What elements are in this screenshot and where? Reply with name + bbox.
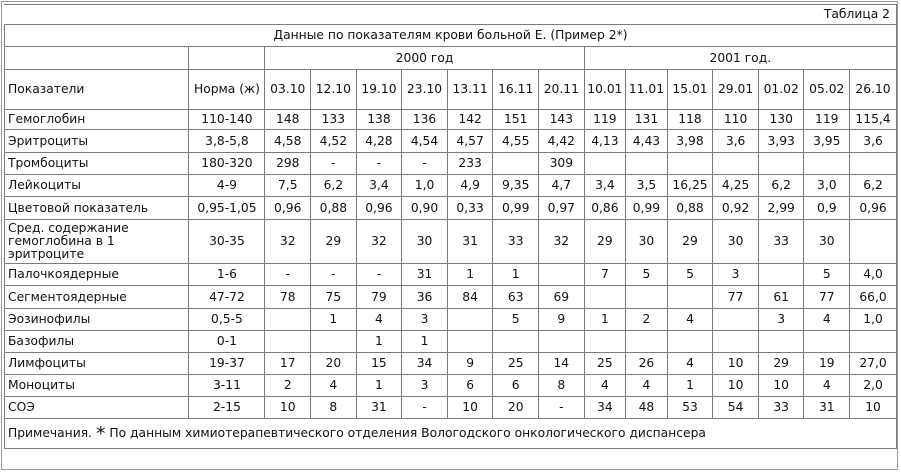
table-notes [5, 419, 897, 449]
value-cell: 2 [265, 375, 311, 397]
value-cell: 130 [758, 110, 804, 130]
notes-prefix: Примечания. [8, 425, 93, 440]
value-cell: 63 [493, 286, 539, 309]
value-cell [626, 153, 668, 175]
value-cell: 84 [447, 286, 493, 309]
value-cell [265, 331, 311, 353]
value-cell: 143 [539, 110, 585, 130]
date-column-header: 29.01 [713, 70, 759, 110]
norm-cell: 3,8-5,8 [189, 130, 265, 153]
value-cell: 10 [758, 375, 804, 397]
value-cell: 69 [539, 286, 585, 309]
table-caption: Данные по показателям крови больной Е. (Пример 2*) [5, 25, 897, 47]
table-row [5, 175, 897, 197]
value-cell [667, 286, 713, 309]
value-cell [311, 331, 357, 353]
value-cell: 2,0 [850, 375, 897, 397]
value-cell [626, 286, 668, 309]
value-cell: 14 [539, 353, 585, 375]
value-cell: 4,28 [356, 130, 402, 153]
norm-cell: 180-320 [189, 153, 265, 175]
value-cell: 16,25 [667, 175, 713, 197]
value-cell: 3 [402, 309, 448, 331]
value-cell: 3 [402, 375, 448, 397]
value-cell: - [402, 153, 448, 175]
value-cell: 1 [356, 375, 402, 397]
value-cell: 0,96 [265, 197, 311, 220]
date-column-header: 10.01 [584, 70, 626, 110]
value-cell: 6 [493, 375, 539, 397]
row-label: Цветовой показатель [5, 197, 189, 220]
value-cell [758, 264, 804, 286]
value-cell: 25 [493, 353, 539, 375]
norm-cell: 4-9 [189, 175, 265, 197]
value-cell [758, 331, 804, 353]
value-cell: 9 [539, 309, 585, 331]
value-cell: 32 [539, 220, 585, 264]
value-cell: 2 [626, 309, 668, 331]
value-cell: 29 [584, 220, 626, 264]
value-cell: 30 [626, 220, 668, 264]
value-cell: 4 [626, 375, 668, 397]
date-column-header: 12.10 [311, 70, 357, 110]
norm-cell: 19-37 [189, 353, 265, 375]
value-cell: 31 [804, 397, 850, 419]
value-cell: 0,92 [713, 197, 759, 220]
value-cell: 0,96 [850, 197, 897, 220]
value-cell: 4 [667, 353, 713, 375]
value-cell [493, 153, 539, 175]
value-cell: 131 [626, 110, 668, 130]
value-cell: 118 [667, 110, 713, 130]
value-cell: 1 [667, 375, 713, 397]
date-column-header: 16.11 [493, 70, 539, 110]
value-cell: 3,5 [626, 175, 668, 197]
norm-cell: 1-6 [189, 264, 265, 286]
table-row [5, 331, 897, 353]
value-cell: 110 [713, 110, 759, 130]
table-row [5, 264, 897, 286]
value-cell [265, 309, 311, 331]
row-label: Лимфоциты [5, 353, 189, 375]
year-2001-header: 2001 год. [584, 47, 896, 70]
value-cell [447, 309, 493, 331]
row-label: Эритроциты [5, 130, 189, 153]
value-cell [713, 309, 759, 331]
value-cell: 9,35 [493, 175, 539, 197]
date-column-header: 19.10 [356, 70, 402, 110]
value-cell: 0,86 [584, 197, 626, 220]
value-cell: 4 [804, 309, 850, 331]
value-cell: 9 [447, 353, 493, 375]
value-cell: 1 [311, 309, 357, 331]
value-cell [758, 153, 804, 175]
value-cell: 4,13 [584, 130, 626, 153]
value-cell [804, 331, 850, 353]
value-cell: 1 [356, 331, 402, 353]
value-cell: 115,4 [850, 110, 897, 130]
date-column-header: 13.11 [447, 70, 493, 110]
value-cell: 4,55 [493, 130, 539, 153]
norm-cell: 0,95-1,05 [189, 197, 265, 220]
value-cell: 133 [311, 110, 357, 130]
value-cell: 3,6 [713, 130, 759, 153]
value-cell: 27,0 [850, 353, 897, 375]
value-cell: 233 [447, 153, 493, 175]
value-cell: - [402, 397, 448, 419]
value-cell: 5 [626, 264, 668, 286]
value-cell: 1 [402, 331, 448, 353]
row-label: Палочкоядерные [5, 264, 189, 286]
value-cell: 10 [265, 397, 311, 419]
value-cell [713, 153, 759, 175]
value-cell: 20 [311, 353, 357, 375]
value-cell: 66,0 [850, 286, 897, 309]
value-cell [626, 331, 668, 353]
date-column-header: 01.02 [758, 70, 804, 110]
value-cell: 4,57 [447, 130, 493, 153]
value-cell [539, 264, 585, 286]
value-cell: 33 [758, 220, 804, 264]
value-cell: 32 [356, 220, 402, 264]
value-cell: 34 [584, 397, 626, 419]
value-cell: 5 [667, 264, 713, 286]
value-cell: 10 [713, 353, 759, 375]
row-label: Лейкоциты [5, 175, 189, 197]
date-column-header: 26.10 [850, 70, 897, 110]
value-cell: 20 [493, 397, 539, 419]
value-cell: 3 [713, 264, 759, 286]
value-cell: 32 [265, 220, 311, 264]
table-row [5, 220, 897, 264]
value-cell [850, 153, 897, 175]
value-cell: 119 [804, 110, 850, 130]
value-cell: 1,0 [402, 175, 448, 197]
value-cell: 3,6 [850, 130, 897, 153]
value-cell: 53 [667, 397, 713, 419]
value-cell: 151 [493, 110, 539, 130]
value-cell: 54 [713, 397, 759, 419]
value-cell: 78 [265, 286, 311, 309]
value-cell [804, 153, 850, 175]
value-cell: 142 [447, 110, 493, 130]
value-cell: 3,98 [667, 130, 713, 153]
date-column-header: 23.10 [402, 70, 448, 110]
value-cell: - [311, 264, 357, 286]
date-column-header: 03.10 [265, 70, 311, 110]
value-cell: 36 [402, 286, 448, 309]
value-cell: 77 [713, 286, 759, 309]
blood-data-table [4, 4, 897, 449]
value-cell: 75 [311, 286, 357, 309]
value-cell [713, 331, 759, 353]
value-cell: 31 [356, 397, 402, 419]
year-2000-header: 2000 год [265, 47, 584, 70]
date-column-header: 11.01 [626, 70, 668, 110]
value-cell: 1,0 [850, 309, 897, 331]
value-cell [539, 331, 585, 353]
norm-cell: 47-72 [189, 286, 265, 309]
row-label: Сред. содержание гемоглобина в 1 эритроците [5, 220, 189, 264]
value-cell: 4 [804, 375, 850, 397]
value-cell: 48 [626, 397, 668, 419]
value-cell: 29 [758, 353, 804, 375]
value-cell: 3,4 [584, 175, 626, 197]
value-cell: 30 [402, 220, 448, 264]
value-cell: 1 [447, 264, 493, 286]
value-cell: 4 [311, 375, 357, 397]
value-cell: 4,7 [539, 175, 585, 197]
value-cell: - [356, 264, 402, 286]
value-cell [584, 153, 626, 175]
value-cell: 4,54 [402, 130, 448, 153]
value-cell: 29 [667, 220, 713, 264]
value-cell: 4,52 [311, 130, 357, 153]
row-label: Эозинофилы [5, 309, 189, 331]
value-cell: 33 [493, 220, 539, 264]
value-cell: 31 [402, 264, 448, 286]
value-cell: 1 [584, 309, 626, 331]
notes-text: По данным химиотерапевтического отделения Вологодского онкологического диспансера [109, 425, 706, 440]
norm-cell: 110-140 [189, 110, 265, 130]
value-cell: 298 [265, 153, 311, 175]
value-cell: 19 [804, 353, 850, 375]
value-cell: 26 [626, 353, 668, 375]
value-cell: 4 [356, 309, 402, 331]
value-cell: 0,88 [311, 197, 357, 220]
value-cell: 0,90 [402, 197, 448, 220]
table-row [5, 375, 897, 397]
norm-cell: 30-35 [189, 220, 265, 264]
value-cell: 3,95 [804, 130, 850, 153]
row-label: Сегментоядерные [5, 286, 189, 309]
value-cell: 3,0 [804, 175, 850, 197]
value-cell [850, 331, 897, 353]
value-cell: 10 [713, 375, 759, 397]
value-cell: 148 [265, 110, 311, 130]
date-column-header: 15.01 [667, 70, 713, 110]
table-row [5, 286, 897, 309]
value-cell: 10 [850, 397, 897, 419]
table-row [5, 153, 897, 175]
value-cell: 119 [584, 110, 626, 130]
table-row [5, 110, 897, 130]
value-cell: 30 [804, 220, 850, 264]
table-row [5, 353, 897, 375]
row-label: Тромбоциты [5, 153, 189, 175]
value-cell: 10 [447, 397, 493, 419]
row-label: СОЭ [5, 397, 189, 419]
value-cell: 25 [584, 353, 626, 375]
value-cell [584, 331, 626, 353]
value-cell: 309 [539, 153, 585, 175]
value-cell [493, 331, 539, 353]
value-cell: 7 [584, 264, 626, 286]
value-cell: 6,2 [850, 175, 897, 197]
value-cell: 0,9 [804, 197, 850, 220]
value-cell [667, 331, 713, 353]
value-cell: 0,99 [626, 197, 668, 220]
value-cell: 4 [584, 375, 626, 397]
value-cell: 4,42 [539, 130, 585, 153]
value-cell: 1 [493, 264, 539, 286]
value-cell: 4,9 [447, 175, 493, 197]
value-cell: 0,99 [493, 197, 539, 220]
value-cell: 3,4 [356, 175, 402, 197]
norm-column-header: Норма (ж) [189, 70, 265, 110]
value-cell: 3,93 [758, 130, 804, 153]
header-blank-cell [189, 47, 265, 70]
value-cell: 138 [356, 110, 402, 130]
row-label: Моноциты [5, 375, 189, 397]
value-cell: 17 [265, 353, 311, 375]
table-row [5, 197, 897, 220]
value-cell [447, 331, 493, 353]
value-cell: 29 [311, 220, 357, 264]
row-label: Гемоглобин [5, 110, 189, 130]
value-cell: 4,0 [850, 264, 897, 286]
value-cell [850, 220, 897, 264]
header-blank-cell [5, 47, 189, 70]
date-column-header: 05.02 [804, 70, 850, 110]
value-cell: 0,88 [667, 197, 713, 220]
value-cell [667, 153, 713, 175]
value-cell: 4,58 [265, 130, 311, 153]
value-cell: 4,43 [626, 130, 668, 153]
value-cell: 6,2 [311, 175, 357, 197]
value-cell: 4 [667, 309, 713, 331]
value-cell: 0,33 [447, 197, 493, 220]
value-cell: 4,25 [713, 175, 759, 197]
value-cell: - [539, 397, 585, 419]
value-cell: - [265, 264, 311, 286]
value-cell: 8 [311, 397, 357, 419]
value-cell: 15 [356, 353, 402, 375]
value-cell: 79 [356, 286, 402, 309]
value-cell [584, 286, 626, 309]
value-cell: - [311, 153, 357, 175]
date-column-header: 20.11 [539, 70, 585, 110]
norm-cell: 2-15 [189, 397, 265, 419]
value-cell: 5 [493, 309, 539, 331]
table-number: Таблица 2 [5, 5, 897, 25]
norm-cell: 3-11 [189, 375, 265, 397]
value-cell: 33 [758, 397, 804, 419]
norm-cell: 0-1 [189, 331, 265, 353]
value-cell: 3 [758, 309, 804, 331]
value-cell: 0,96 [356, 197, 402, 220]
value-cell: 77 [804, 286, 850, 309]
value-cell: 31 [447, 220, 493, 264]
norm-cell: 0,5-5 [189, 309, 265, 331]
table-row [5, 130, 897, 153]
param-column-header: Показатели [5, 70, 189, 110]
value-cell: 6 [447, 375, 493, 397]
table-row [5, 309, 897, 331]
footnote-star: * [95, 422, 106, 445]
value-cell: 30 [713, 220, 759, 264]
value-cell: 6,2 [758, 175, 804, 197]
value-cell: 7,5 [265, 175, 311, 197]
row-label: Базофилы [5, 331, 189, 353]
value-cell: 61 [758, 286, 804, 309]
value-cell: 0,97 [539, 197, 585, 220]
value-cell: 2,99 [758, 197, 804, 220]
value-cell: - [356, 153, 402, 175]
value-cell: 136 [402, 110, 448, 130]
value-cell: 8 [539, 375, 585, 397]
value-cell: 34 [402, 353, 448, 375]
table-row [5, 397, 897, 419]
value-cell: 5 [804, 264, 850, 286]
